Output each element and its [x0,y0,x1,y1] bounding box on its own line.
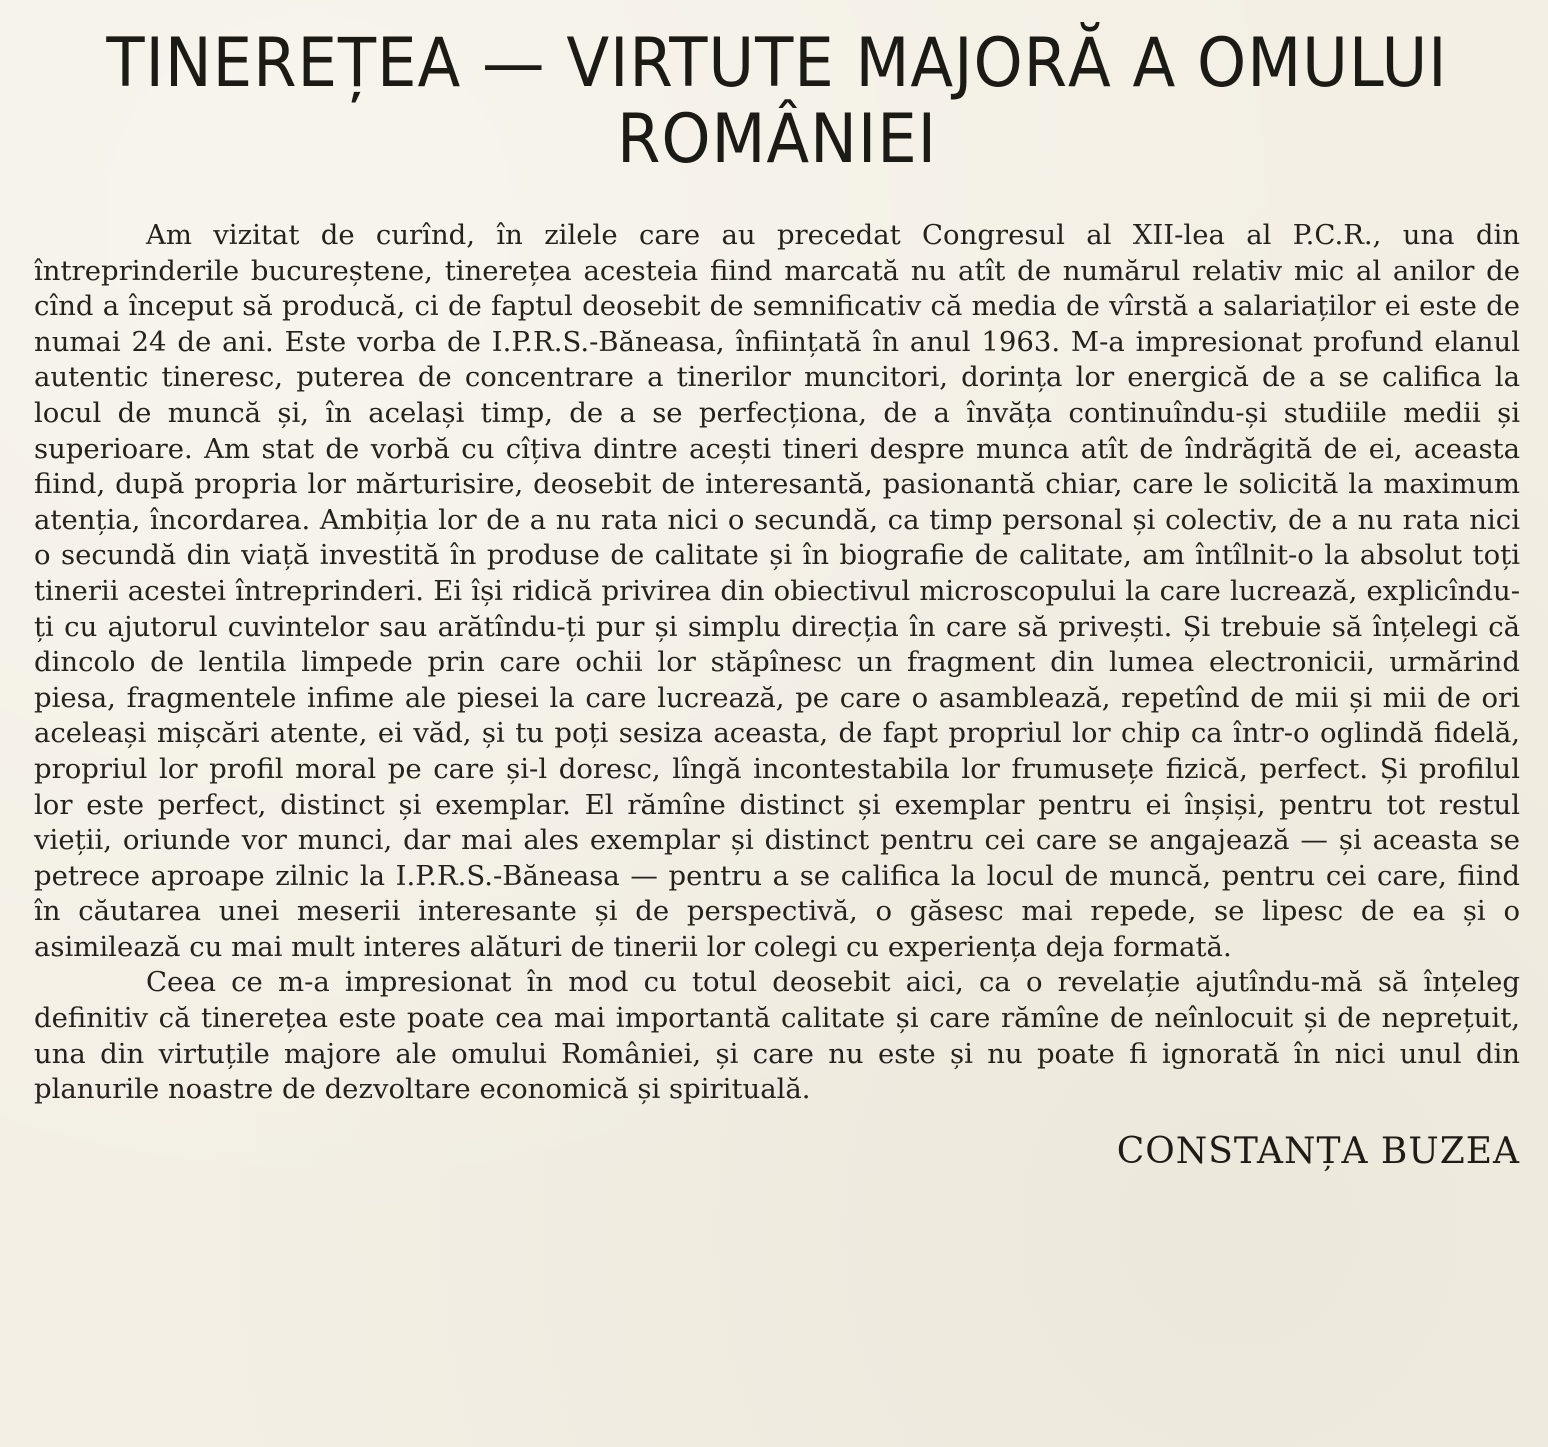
article-paragraph-1: Am vizitat de curînd, în zilele care au precedat Congresul al XII-lea al P.C.R., una din întreprinderile bucureștene, tinerețea acesteia fiind marcată nu atît de numărul relativ mic al anilor de cînd a început să producă, ci de faptul deosebit de semnificativ că media de vîrstă a salariaților ei este de numai 24 de ani. Este vorba de I.P.R.S.-Băneasa, înființată în anul 1963. M-a impresionat profund elanul autentic tineresc, puterea de concentrare a tinerilor muncitori, dorința lor energică de a se califica la locul de muncă și, în același timp, de a se perfecționa, de a învăța continuîndu-și studiile medii și superioare. Am stat de vorbă cu cîțiva dintre acești tineri despre munca atît de îndrăgită de ei, aceasta fiind, după propria lor mărturisire, deosebit de interesantă, pasionantă chiar, care le solicită la maximum atenția, încordarea. Ambiția lor de a nu rata nici o secundă, ca timp personal și colectiv, de a nu rata nici o secundă din viață investită în produse de calitate și în biografie de calitate, am întîlnit-o la absolut toți tinerii acestei întreprinderi. Ei își ridică privirea din obiectivul microscopului la care lucrează, explicîndu-ți cu ajutorul cuvintelor sau arătîndu-ți pur și simplu direcția în care să privești. Și trebuie să înțelegi că dincolo de lentila limpede prin care ochii lor stăpînesc un fragment din lumea electronicii, urmărind piesa, fragmentele infime ale piesei la care lucrează, pe care o asamblează, repetînd de mii și mii de ori aceleași mișcări atente, ei văd, și tu poți sesiza aceasta, de fapt propriul lor chip ca într-o oglindă fidelă, propriul lor profil moral pe care și-l doresc, lîngă incontestabila lor frumusețe fizică, perfect. Și profilul lor este perfect, distinct și exemplar. El rămîne distinct și exemplar pentru ei înșiși, pentru tot restul vieții, oriunde vor munci, dar mai ales exemplar și distinct pentru cei care se angajează — și aceasta se petrece aproape zilnic la I.P.R.S.-Băneasa — pentru a se califica la locul de muncă, pentru cei care, fiind în căutarea unei meserii interesante și de perspectivă, o găsesc mai repede, se lipesc de ea și o asimilează cu mai mult interes alături de tinerii lor colegi cu experiența deja formată. [34,219,1520,963]
author-signature: CONSTANȚA BUZEA [1116,1130,1520,1172]
article-paragraph-2: Ceea ce m-a impresionat în mod cu totul deosebit aici, ca o revelație ajutîndu-mă să înțeleg definitiv că tinerețea este poate cea mai importantă calitate și care rămîne de neînlocuit și de neprețuit, una din virtuțile majore ale omului României, și care nu este și nu poate fi ignorată în nici unul din planurile noastre de dezvoltare economică și spirituală. [34,966,1520,1106]
article-title [93,26,1460,178]
article-title-line-1: TINEREȚEA — VIRTUTE MAJORĂ A OMULUI [106,24,1448,103]
article-title-line-2: ROMÂNIEI [616,100,938,179]
article-body [34,218,1520,1108]
